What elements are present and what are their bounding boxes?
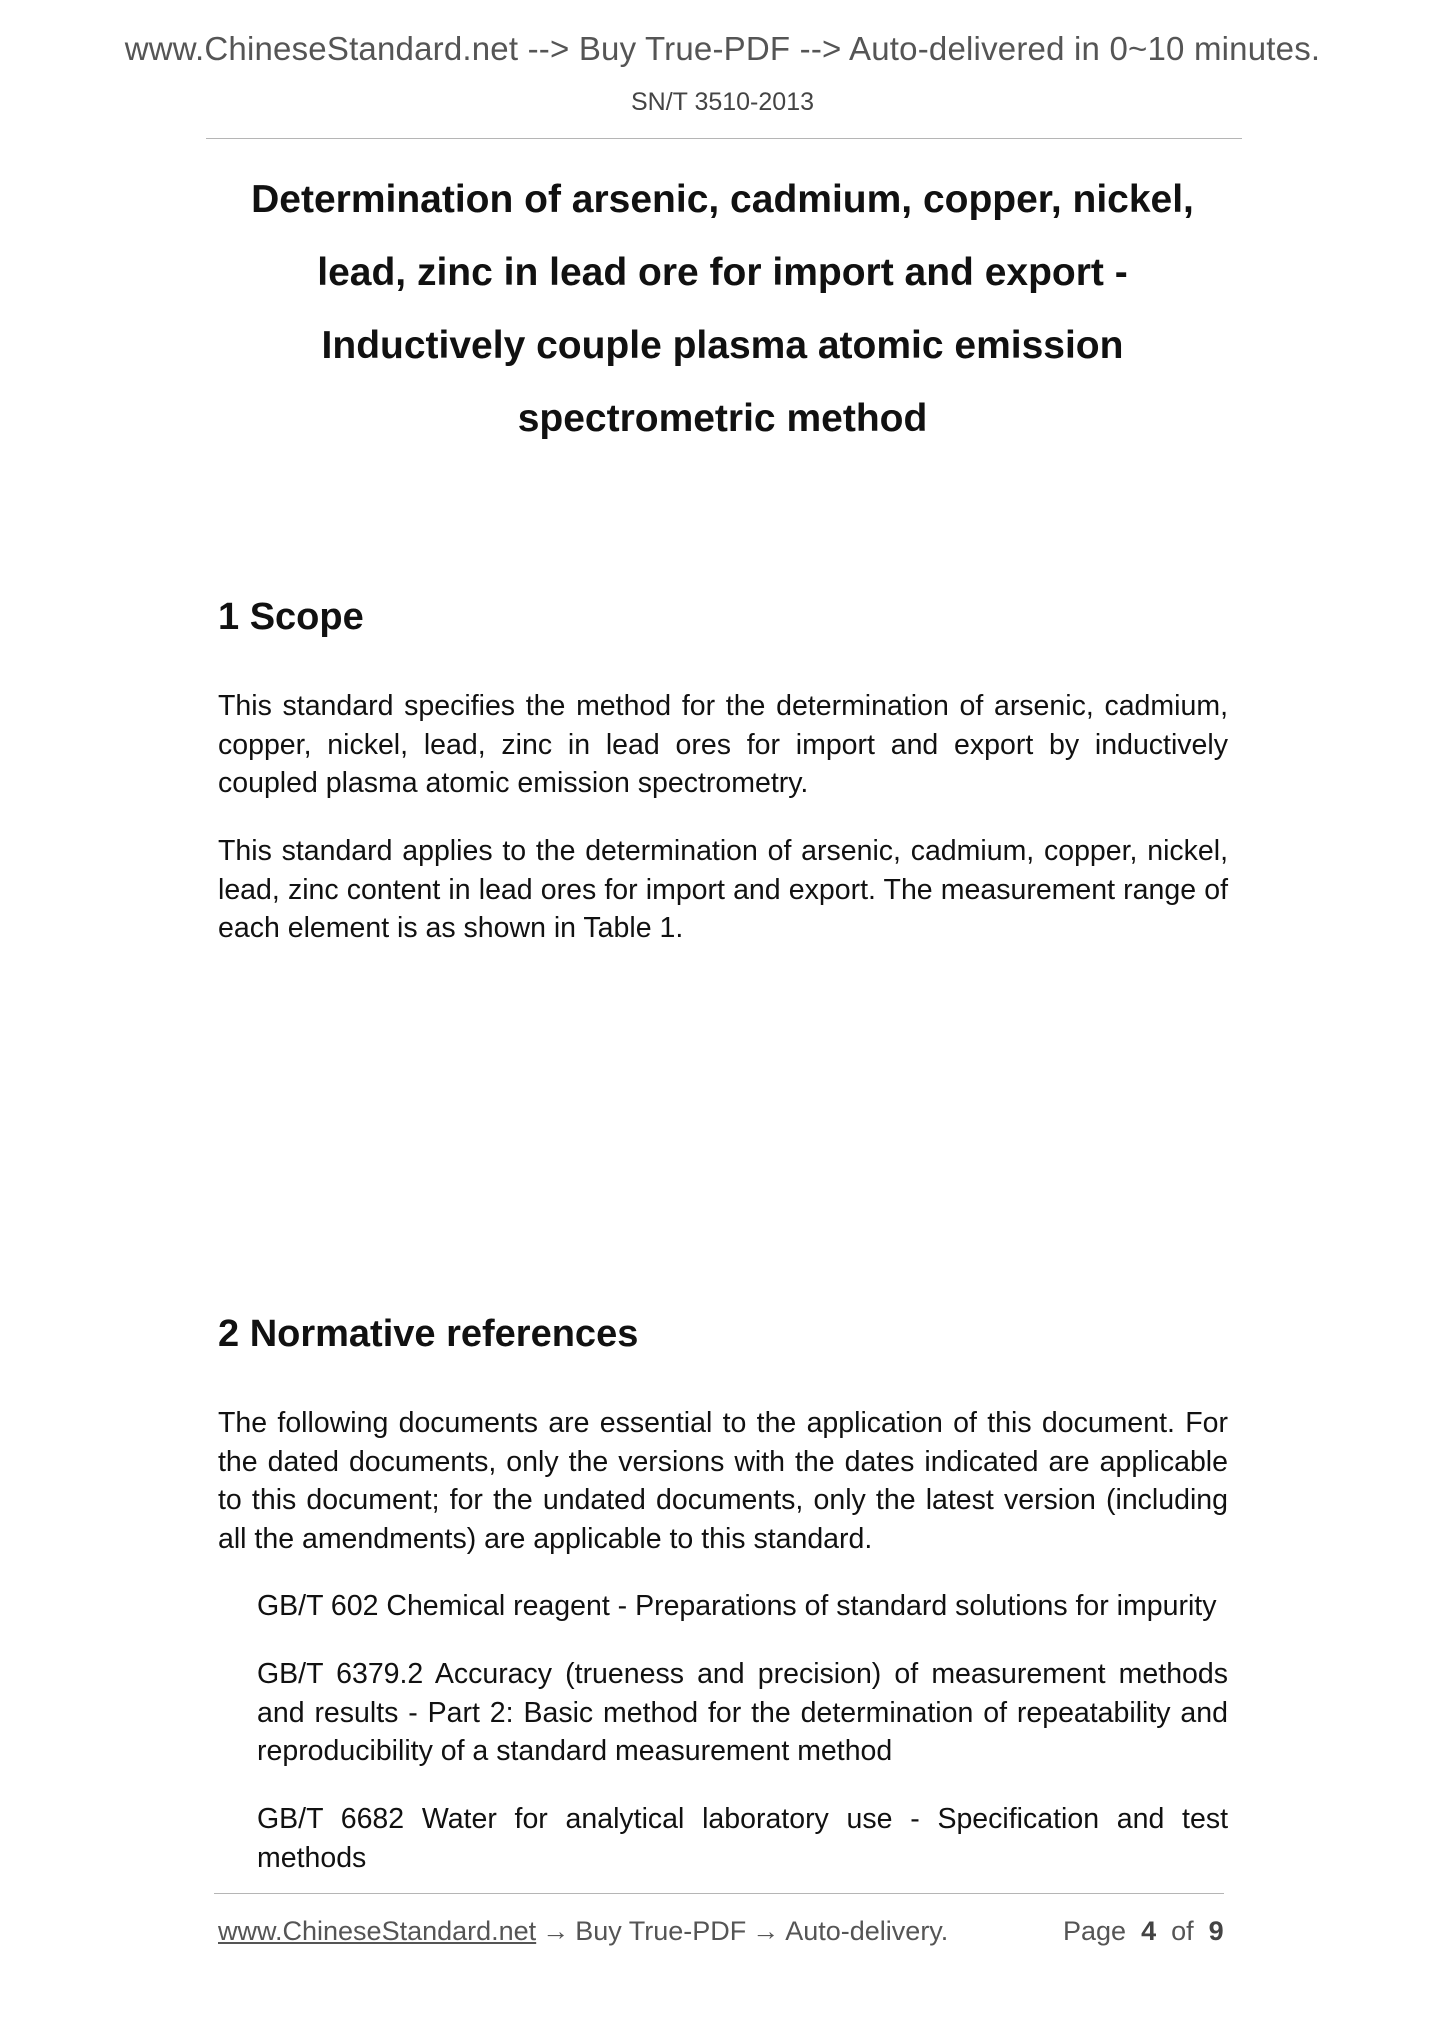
- document-title-line-1: Determination of arsenic, cadmium, copper, nickel,: [251, 178, 1194, 221]
- page-total: 9: [1208, 1916, 1224, 1946]
- reference-item: GB/T 6379.2 Accuracy (trueness and precision) of measurement methods and results - Part 2: Basic method for the determination of repeatability and reproducibility of a standard measurement method: [257, 1658, 1228, 1767]
- footer-promo: [218, 1916, 948, 1947]
- scope-paragraph-2: This standard applies to the determination of arsenic, cadmium, copper, nickel, lead, zinc content in lead ores for import and export. The measurement range of each element is as shown in Table 1.: [218, 835, 1228, 944]
- document-title-line-4: spectrometric method: [517, 397, 928, 440]
- footer-site-link[interactable]: www.ChineseStandard.net: [218, 1916, 537, 1946]
- arrow-right-icon: →: [752, 1916, 780, 1946]
- page-label: Page: [1063, 1916, 1127, 1946]
- document-title-line-3: Inductively couple plasma atomic emission: [321, 324, 1124, 367]
- header-banner: www.ChineseStandard.net --> Buy True-PDF --> Auto-delivered in 0~10 minutes.: [124, 30, 1321, 67]
- references-intro-paragraph: The following documents are essential to the application of this document. For the dated documents, only the versions with the dates indicated are applicable to this document; for the undated documents, only the latest version (including all the amendments) are applicable to this standard.: [218, 1407, 1228, 1555]
- reference-item: GB/T 602 Chemical reagent - Preparations of standard solutions for impurity: [257, 1590, 1217, 1622]
- header-divider: [206, 138, 1242, 139]
- document-title-line-2: lead, zinc in lead ore for import and export -: [317, 251, 1128, 294]
- page-of-label: of: [1171, 1916, 1194, 1946]
- footer-buy-text: Buy True-PDF: [575, 1916, 747, 1946]
- scope-paragraph-1: This standard specifies the method for the determination of arsenic, cadmium, copper, nickel, lead, zinc in lead ores for import and export by inductively coupled plasma atomic emission spectrometry.: [218, 690, 1228, 799]
- standard-id: SN/T 3510-2013: [631, 88, 814, 116]
- section-heading-scope: 1 Scope: [218, 596, 364, 638]
- page-indicator: [1063, 1916, 1224, 1947]
- arrow-right-icon: →: [542, 1916, 570, 1946]
- footer-divider: [214, 1893, 1224, 1894]
- footer-delivery-text: Auto-delivery.: [785, 1916, 949, 1946]
- reference-item: GB/T 6682 Water for analytical laboratory use - Specification and test methods: [257, 1803, 1228, 1874]
- section-heading-normative-references: 2 Normative references: [218, 1313, 639, 1355]
- page-current: 4: [1141, 1916, 1157, 1946]
